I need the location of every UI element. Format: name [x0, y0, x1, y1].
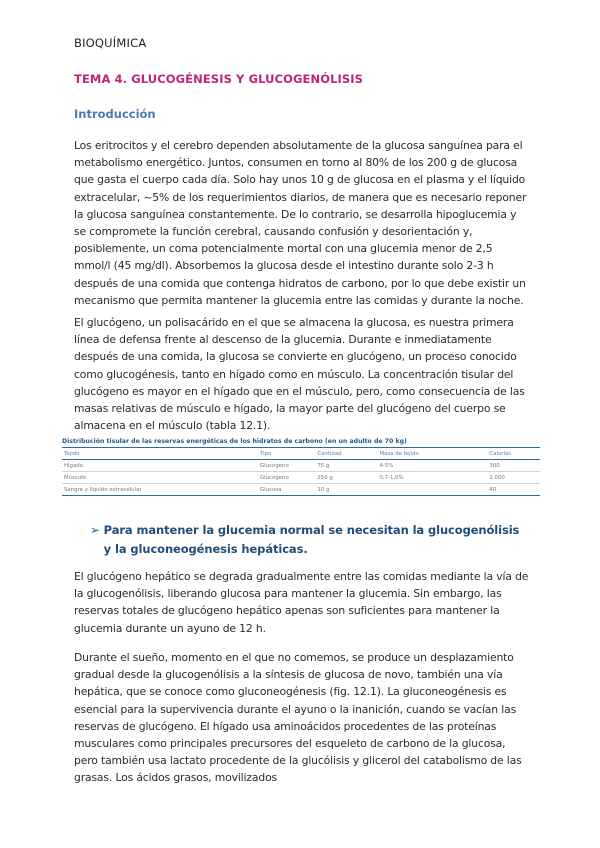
arrow-bullet-icon: ➢	[90, 523, 101, 537]
paragraph-glycogen: El glucógeno, un polisacárido en el que se almacena la glucosa, es nuestra primera línea de defensa frente al descenso de la glucemia. Durante e inmediatamente después de una comida, la glucosa se convierte en glucógeno, un proceso conocido como glucogénesis, tanto en hígado como en músculo. La concentración tisular del glucógeno es mayor en el hígado que en el músculo, pero, como consecuencia de las masas relativas de músculo e hígado, la mayor parte del glucógeno del cuerpo se almacena en el músculo (tabla 12.1).	[74, 316, 525, 433]
key-point	[90, 521, 530, 559]
table	[62, 447, 540, 496]
section-heading: Introducción	[74, 107, 156, 121]
table-cell: 40	[487, 484, 540, 496]
table-cell: 300	[487, 460, 540, 472]
table-header-cell: Tejido	[62, 448, 258, 460]
table-cell: 4-5%	[377, 460, 487, 472]
table-cell: 75 g	[315, 460, 377, 472]
table-cell: 10 g	[315, 484, 377, 496]
document-header: BIOQUÍMICA	[74, 36, 147, 50]
key-point-text: Para mantener la glucemia normal se necesitan la glucogenólisis y la gluconeogénesis hepáticas.	[103, 523, 520, 556]
table-header-row	[62, 448, 540, 460]
table-cell: 0,7-1,0%	[377, 472, 487, 484]
table-caption: Distribución tisular de las reservas energéticas de los hidratos de carbono (en un adulto de 70 kg)	[62, 438, 407, 445]
table-header-cell: Tipo	[258, 448, 315, 460]
table-cell	[377, 484, 487, 496]
table-cell: Glucógeno	[258, 472, 315, 484]
table-cell: Músculo	[62, 472, 258, 484]
table-row	[62, 484, 540, 496]
glycogen-distribution-table	[62, 438, 540, 496]
paragraph-gluconeogenesis: Durante el sueño, momento en el que no comemos, se produce un desplazamiento gradual desde la glucogenólisis a la síntesis de glucosa de novo, también una vía hepática, que se conoce como gluconeogénesis (fig. 12.1). La gluconeogénesis es esencial para la supervivencia durante el ayuno o la inanición, cuando se vacían las reservas de glucógeno. El hígado usa aminoácidos procedentes de las proteínas musculares como principales precursores del esqueleto de carbono de la glucosa, pero también usa lactato procedente de la glucólisis y glicerol del catabolismo de las grasas. Los ácidos grasos, movilizados	[74, 651, 522, 785]
paragraph-intro: Los eritrocitos y el cerebro dependen absolutamente de la glucosa sanguínea para el metabolismo energético. Juntos, consumen en torno al 80% de los 200 g de glucosa que gasta el cuerpo cada día. Solo hay unos 10 g de glucosa en el plasma y el líquido extracelular, ~5% de los requerimientos diarios, de manera que es necesario reponer la glucosa sanguínea constantemente. De lo contrario, se desarrolla hipoglucemia y se compromete la función cerebral, causando confusión y desorientación y, posiblemente, un coma potencialmente mortal con una glucemia menor de 2,5 mmol/l (45 mg/dl). Absorbemos la glucosa desde el intestino durante solo 2-3 h después de una comida que contenga hidratos de carbono, por lo que debe existir un mecanismo que permita mantener la glucemia entre las comidas y durante la noche.	[74, 139, 527, 307]
paragraph-glycogenolysis: El glucógeno hepático se degrada gradualmente entre las comidas mediante la vía de la glucogenólisis, liberando glucosa para mantener la glucemia. Sin embargo, las reservas totales de glucógeno hepático apenas son suficientes para mantener la glucemia durante un ayuno de 12 h.	[74, 570, 529, 635]
table-cell: Glucosa	[258, 484, 315, 496]
table-row	[62, 472, 540, 484]
table-cell: 250 g	[315, 472, 377, 484]
table-header-cell: Cantidad	[315, 448, 377, 460]
table-cell: Sangre y líquido extracelular	[62, 484, 258, 496]
table-header-cell: Masa de tejido	[377, 448, 487, 460]
table-cell: Glucógeno	[258, 460, 315, 472]
table-cell: 1.000	[487, 472, 540, 484]
page-title: TEMA 4. GLUCOGÉNESIS Y GLUCOGENÓLISIS	[74, 72, 364, 86]
table-cell: Hígado	[62, 460, 258, 472]
table-header-cell: Calorías	[487, 448, 540, 460]
table-row	[62, 460, 540, 472]
